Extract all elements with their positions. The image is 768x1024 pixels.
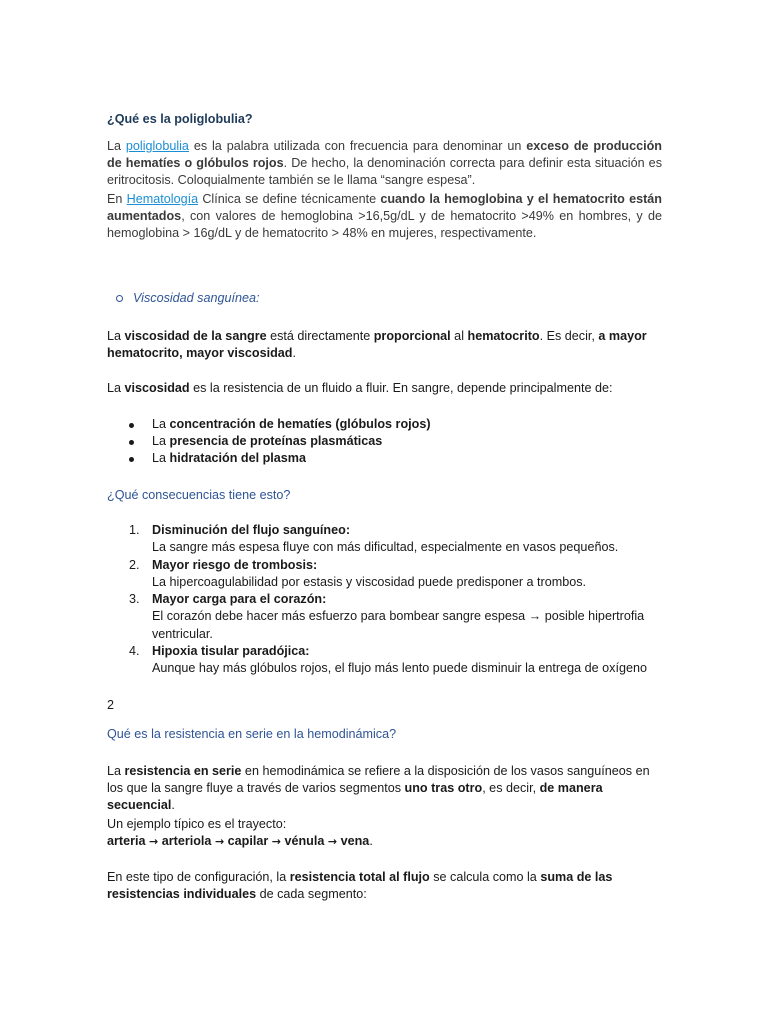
numbered-list-consequences	[107, 522, 662, 678]
vascular-path	[107, 834, 369, 848]
list-item	[107, 522, 662, 557]
list-number: 4.	[129, 644, 140, 659]
bold-fragment: proporcional	[373, 329, 451, 343]
paragraph-viscosidad-definicion	[107, 380, 662, 397]
text-fragment: está directamente	[266, 329, 374, 343]
text-fragment: .	[171, 798, 175, 812]
paragraph-example	[107, 816, 662, 850]
paragraph-resistencia-serie	[107, 763, 662, 814]
list-number: 2.	[129, 557, 140, 572]
path-step: capilar	[227, 834, 269, 848]
text-fragment: , es decir,	[482, 781, 540, 795]
bold-fragment: a mayor hematocrito, mayor viscosidad	[107, 329, 647, 360]
text-fragment: La	[107, 139, 126, 153]
list-item	[107, 643, 662, 678]
text-fragment: , con valores de hemoglobina >16,5g/dL y de hematocrito >49% en hombres, y de hemoglobina > 16g/dL y de hematocrito > 48% en mujeres, respectivamente.	[107, 209, 662, 240]
text-fragment: al	[450, 329, 468, 343]
example-intro: Un ejemplo típico es el trayecto:	[107, 817, 287, 831]
text-fragment: se calcula como la	[429, 870, 541, 884]
bold-fragment: viscosidad	[124, 381, 190, 395]
right-arrow-icon: →	[327, 835, 338, 848]
text-fragment: La	[152, 417, 170, 431]
text-fragment: de cada segmento:	[256, 887, 367, 901]
right-arrow-icon: →	[214, 835, 225, 848]
path-step: vénula	[284, 834, 325, 848]
circle-bullet-icon	[116, 295, 123, 302]
bold-fragment: concentración de hematíes (glóbulos rojos)	[169, 417, 431, 431]
bold-fragment: de manera secuencial	[107, 781, 603, 812]
paragraph-hematologia	[107, 191, 662, 242]
heading-poliglobulia: ¿Qué es la poliglobulia?	[107, 112, 253, 126]
right-arrow-icon: →	[271, 835, 281, 848]
paragraph-resistencia-total	[107, 869, 662, 903]
text-fragment: La	[152, 451, 170, 465]
text-fragment: La	[107, 381, 125, 395]
bold-fragment: viscosidad de la sangre	[124, 329, 267, 343]
list-item	[107, 416, 662, 433]
text-fragment: . Es decir,	[539, 329, 599, 343]
consequence-text: La sangre más espesa fluye con más dificultad, especialmente en vasos pequeños.	[152, 540, 619, 555]
path-step: arteria	[107, 834, 146, 848]
consequence-text: El corazón debe hacer más esfuerzo para bombear sangre espesa → posible hipertrofia ventricular.	[152, 609, 645, 641]
consequence-title: Mayor riesgo de trombosis:	[152, 557, 318, 572]
question-consecuencias: ¿Qué consecuencias tiene esto?	[107, 488, 291, 502]
subheading-label: Viscosidad sanguínea:	[133, 291, 260, 305]
paragraph-poliglobulia-definition	[107, 138, 662, 189]
path-step: arteriola	[161, 834, 212, 848]
bold-fragment: resistencia en serie	[124, 764, 242, 778]
list-item	[107, 433, 662, 450]
right-arrow-icon: →	[149, 835, 159, 848]
text-fragment: Clínica se define técnicamente	[198, 192, 381, 206]
bullet-list-factors	[107, 416, 662, 467]
consequence-text: La hipercoagulabilidad por estasis y viscosidad puede predisponer a trombos.	[152, 574, 587, 589]
text-fragment: La	[107, 329, 125, 343]
paragraph-viscosidad-hematocrito	[107, 328, 662, 362]
text-fragment: .	[292, 346, 296, 360]
text-fragment: en hemodinámica se refiere a la disposición de los vasos sanguíneos en los que la sangre fluye a través de varios segmentos	[107, 764, 650, 795]
consequence-title: Mayor carga para el corazón:	[152, 592, 327, 607]
consequence-text: Aunque hay más glóbulos rojos, el flujo más lento puede disminuir la entrega de oxígeno	[152, 661, 647, 676]
text-fragment: es la palabra utilizada con frecuencia para denominar un	[188, 139, 527, 153]
bold-fragment: resistencia total al flujo	[289, 870, 430, 884]
text-fragment: .	[369, 834, 373, 848]
text-fragment: es la resistencia de un fluido a fluir. En sangre, depende principalmente de:	[189, 381, 613, 395]
bold-fragment: exceso de producción de hematíes o glóbulos rojos	[107, 139, 662, 170]
text-fragment: En	[107, 192, 127, 206]
bold-fragment: presencia de proteínas plasmáticas	[169, 434, 383, 448]
link-poliglobulia[interactable]: poliglobulia	[125, 139, 189, 153]
path-step: vena	[340, 834, 370, 848]
section-number: 2	[107, 698, 115, 712]
text-fragment: La	[152, 434, 170, 448]
text-fragment: . De hecho, la denominación correcta para definir esta situación es eritrocitosis. Coloquialmente también se le llama “sangre espesa”.	[107, 156, 662, 187]
bold-fragment: hematocrito	[467, 329, 540, 343]
bold-fragment: suma de las resistencias individuales	[107, 870, 613, 901]
link-hematologia[interactable]: Hematología	[126, 192, 199, 206]
list-number: 1.	[129, 523, 140, 537]
list-item	[107, 591, 662, 643]
list-item	[107, 557, 662, 592]
consequence-title: Hipoxia tisular paradójica:	[152, 644, 310, 659]
bold-fragment: cuando la hemoglobina y el hematocrito están aumentados	[107, 192, 663, 223]
bold-fragment: uno tras otro	[404, 781, 483, 795]
text-fragment: La	[107, 764, 125, 778]
question-resistencia-serie: Qué es la resistencia en serie en la hemodinámica?	[107, 727, 397, 741]
list-number: 3.	[129, 592, 140, 607]
text-fragment: En este tipo de configuración, la	[107, 870, 290, 884]
bold-fragment: hidratación del plasma	[169, 451, 306, 465]
consequence-title: Disminución del flujo sanguíneo:	[152, 523, 351, 537]
subheading-viscosidad	[107, 291, 662, 305]
list-item	[107, 450, 662, 467]
